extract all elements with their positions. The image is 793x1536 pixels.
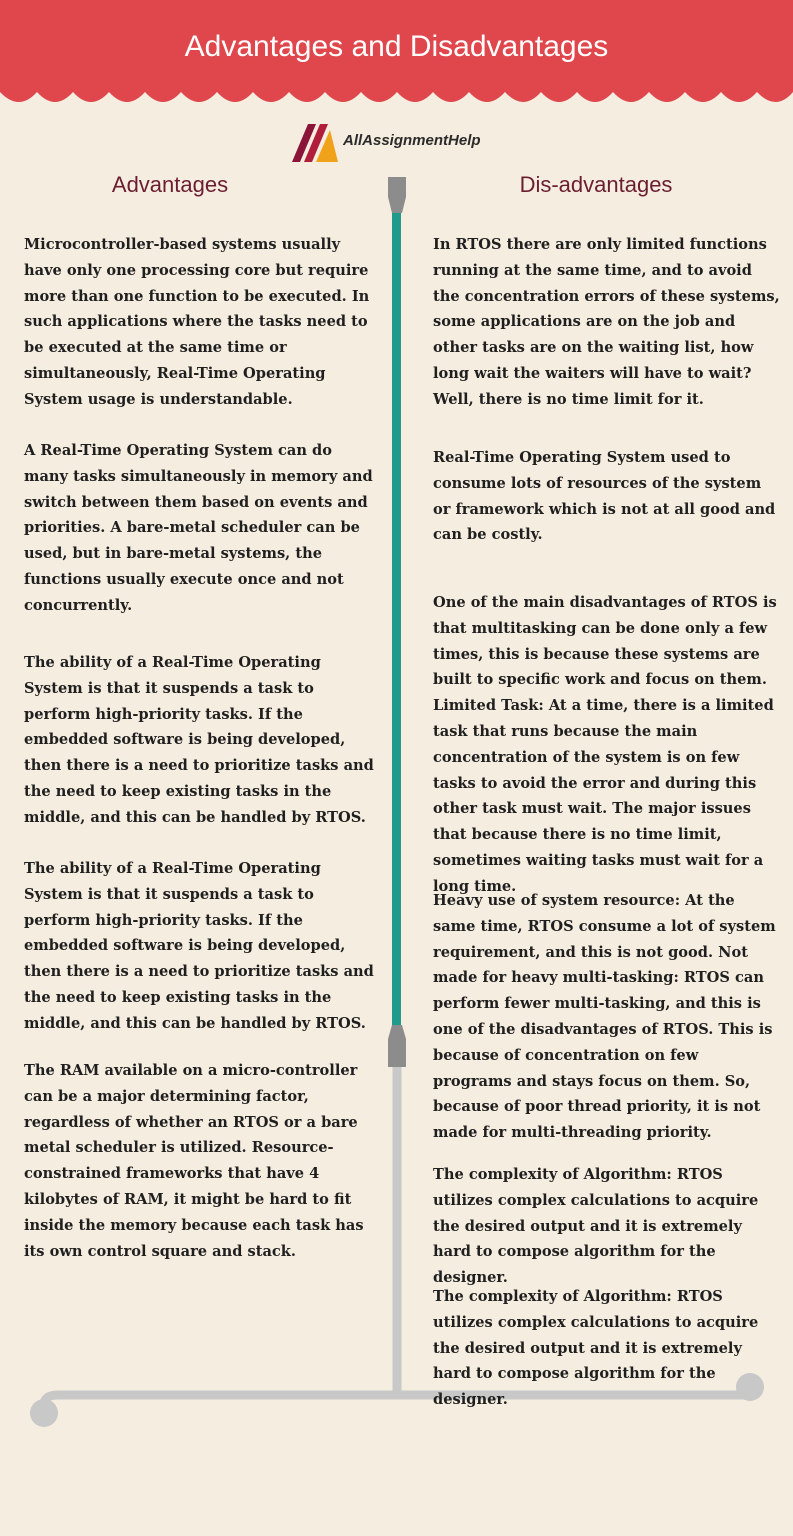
disadvantage-item-4: Heavy use of system resource: At the same time, RTOS consume a lot of system requirement, and this is not good. Not made for heavy multi-tasking: RTOS can perform fewer multi-tasking, and this is one of the disadvantages of RTOS. This is because of concentration on few programs and stays focus on them. So, because of poor thread priority, it is not made for multi-threading priority. bbox=[433, 892, 776, 1142]
advantage-item-2: A Real-Time Operating System can do many tasks simultaneously in memory and switch between them based on events and priorities. A bare-metal scheduler can be used, but in bare-metal systems, the functions usually execute once and not concurrently. bbox=[24, 442, 373, 614]
brand-logo bbox=[290, 120, 510, 164]
page-title: Advantages and Disadvantages bbox=[184, 30, 609, 63]
advantage-item-1: Microcontroller-based systems usually have only one processing core but require more than one function to be executed. In such applications where the tasks need to be executed at the same time or simultaneously, Real-Time Operating System usage is understandable. bbox=[24, 236, 370, 408]
disadvantage-item-5: The complexity of Algorithm: RTOS utilizes complex calculations to acquire the desired output and it is extremely hard to compose algorithm for the designer. bbox=[433, 1166, 759, 1287]
disadvantage-item-6: The complexity of Algorithm: RTOS utilizes complex calculations to acquire the desired output and it is extremely hard to compose algorithm for the designer. bbox=[433, 1288, 759, 1409]
advantage-item-5: The RAM available on a micro-controller can be a major determining factor, regardless of whether an RTOS or a bare metal scheduler is utilized. Resource-constrained frameworks that have 4 kilobytes of RAM, it might be hard to fit inside the memory because each task has its own control square and stack. bbox=[24, 1062, 364, 1260]
brand-logo-icon bbox=[290, 120, 340, 164]
advantage-item-3: The ability of a Real-Time Operating System is that it suspends a task to perform high-priority tasks. If the embedded software is being developed, then there is a need to prioritize tasks and the need to keep existing tasks in the middle, and this can be handled by RTOS. bbox=[24, 654, 374, 826]
advantages-heading: Advantages bbox=[111, 172, 229, 197]
timeline-bottom-cap bbox=[388, 1025, 406, 1067]
advantage-item-4: The ability of a Real-Time Operating System is that it suspends a task to perform high-priority tasks. If the embedded software is being developed, then there is a need to prioritize tasks and the need to keep existing tasks in the middle, and this can be handled by RTOS. bbox=[24, 860, 374, 1032]
disadvantage-item-1: In RTOS there are only limited functions running at the same time, and to avoid the concentration errors of these systems, some applications are on the job and other tasks are on the waiting list, how long wait the waiters will have to wait? Well, there is no time limit for it. bbox=[433, 236, 780, 408]
timeline-progress bbox=[392, 213, 401, 1043]
disadvantage-item-2: Real-Time Operating System used to consume lots of resources of the system or framework which is not at all good and can be costly. bbox=[433, 449, 776, 544]
brand-name: AllAssignmentHelp bbox=[343, 132, 481, 149]
timeline-start-dot bbox=[30, 1399, 58, 1427]
timeline-top-cap bbox=[388, 177, 406, 213]
disadvantages-heading: Dis-advantages bbox=[519, 172, 673, 197]
disadvantage-item-3: One of the main disadvantages of RTOS is that multitasking can be done only a few times, this is because these systems are built to specific work and focus on them. Limited Task: At a time, there is a limited task that runs because the main concentration of the system is on few tasks to avoid the error and during this other task must wait. The major issues that because there is no time limit, sometimes waiting tasks must wait for a long time. bbox=[433, 594, 777, 895]
